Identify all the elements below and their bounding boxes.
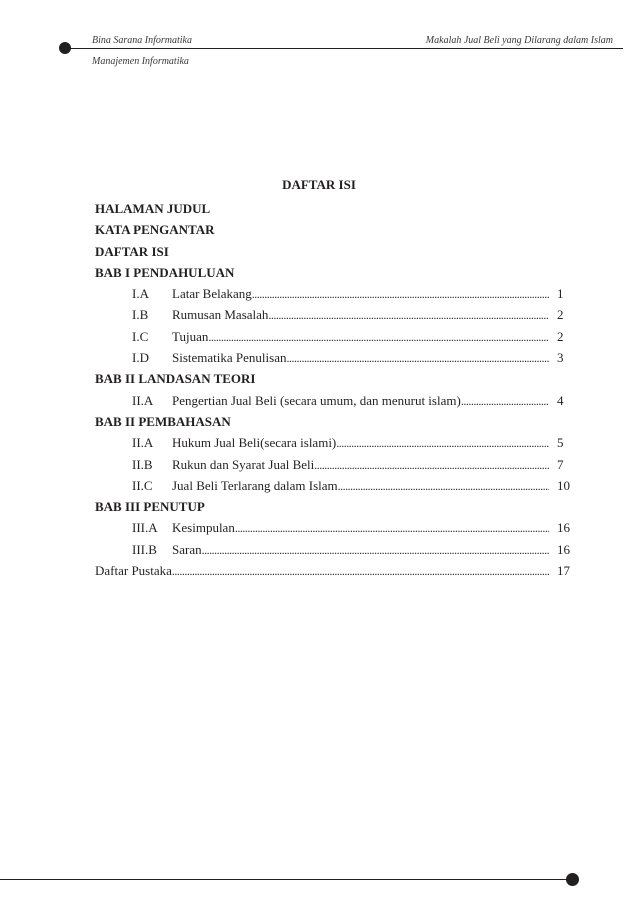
dot-leader: [172, 561, 549, 582]
toc-entry-page: 5: [557, 435, 564, 451]
toc-entry-label: Kesimpulan: [172, 520, 235, 536]
toc-entry: [95, 326, 575, 347]
footer-bullet: [566, 873, 579, 886]
toc-entry: [95, 517, 575, 538]
toc-heading-bab-2-landasan: BAB II LANDASAN TEORI: [95, 371, 256, 387]
footer-rule: [0, 879, 572, 880]
toc-heading-daftar-isi: DAFTAR ISI: [95, 243, 169, 259]
toc-entry-label: Hukum Jual Beli(secara islami): [172, 435, 337, 451]
toc-entry: [95, 347, 575, 368]
toc-heading-bab-3: BAB III PENUTUP: [95, 499, 205, 515]
toc-entry-number: I.D: [132, 350, 149, 366]
toc-entry-page: 16: [557, 520, 570, 536]
toc-entry-number: I.C: [132, 328, 149, 344]
dot-leader: [268, 305, 549, 326]
toc-entry-label: Latar Belakang: [172, 286, 252, 302]
toc-entry-label: Rumusan Masalah: [172, 307, 269, 323]
toc-heading-halaman-judul: HALAMAN JUDUL: [95, 201, 211, 216]
toc-entry: [95, 475, 575, 496]
toc-entry-page: 4: [557, 392, 564, 408]
toc-entry: [95, 454, 575, 475]
toc-entry-label: Rukun dan Syarat Jual Beli: [172, 456, 315, 472]
dot-leader: [208, 327, 549, 348]
toc-entry-page: 1: [557, 286, 564, 302]
toc-entry-number: III.A: [132, 520, 158, 536]
toc-entry-daftar-pustaka: [95, 560, 575, 581]
toc-entry-label: Tujuan: [172, 328, 209, 344]
toc-entry: [95, 304, 575, 325]
toc-entry-page: 17: [557, 563, 570, 579]
header-document-title: Makalah Jual Beli yang Dilarang dalam Islam: [425, 35, 613, 46]
toc-entry-number: II.A: [132, 392, 154, 408]
header-bullet: [59, 42, 71, 54]
dot-leader: [235, 518, 549, 539]
toc-entry: [95, 539, 575, 560]
dot-leader: [338, 476, 549, 497]
toc-entry-label: Sistematika Penulisan: [172, 350, 287, 366]
toc-entry-page: 2: [557, 307, 564, 323]
dot-leader: [286, 348, 549, 369]
dot-leader: [252, 284, 549, 305]
toc-entry: [95, 432, 575, 453]
toc-entry: [95, 283, 575, 304]
toc-entry-page: 2: [557, 328, 564, 344]
toc-entry-label: Saran: [172, 541, 202, 557]
toc-entry-number: I.B: [132, 307, 149, 323]
toc-entry-label: Jual Beli Terlarang dalam Islam: [172, 477, 338, 493]
toc-entry-number: II.C: [132, 477, 153, 493]
dot-leader: [202, 540, 549, 561]
toc-heading-bab-1: BAB I PENDAHULUAN: [95, 264, 235, 280]
toc-entry-number: I.A: [132, 286, 149, 302]
toc-entry-label: Daftar Pustaka: [95, 563, 172, 579]
toc-heading-kata-pengantar: KATA PENGANTAR: [95, 222, 215, 238]
table-of-contents: [95, 198, 575, 581]
toc-entry-page: 16: [557, 541, 570, 557]
header-department: Manajemen Informatika: [92, 56, 189, 67]
dot-leader: [314, 455, 549, 476]
toc-entry-page: 10: [557, 477, 570, 493]
toc-entry-number: II.B: [132, 456, 153, 472]
dot-leader: [336, 433, 549, 454]
dot-leader: [461, 391, 549, 412]
toc-entry-label: Pengertian Jual Beli (secara umum, dan menurut islam): [172, 392, 461, 408]
toc-entry-number: II.A: [132, 435, 154, 451]
toc-entry-number: III.B: [132, 541, 157, 557]
toc-entry-page: 3: [557, 350, 564, 366]
page-title: DAFTAR ISI: [282, 177, 356, 192]
toc-heading-bab-2-pembahasan: BAB II PEMBAHASAN: [95, 413, 231, 429]
header-rule: [60, 48, 623, 49]
toc-entry: [95, 390, 575, 411]
toc-entry-page: 7: [557, 456, 564, 472]
header-institution: Bina Sarana Informatika: [92, 35, 192, 46]
